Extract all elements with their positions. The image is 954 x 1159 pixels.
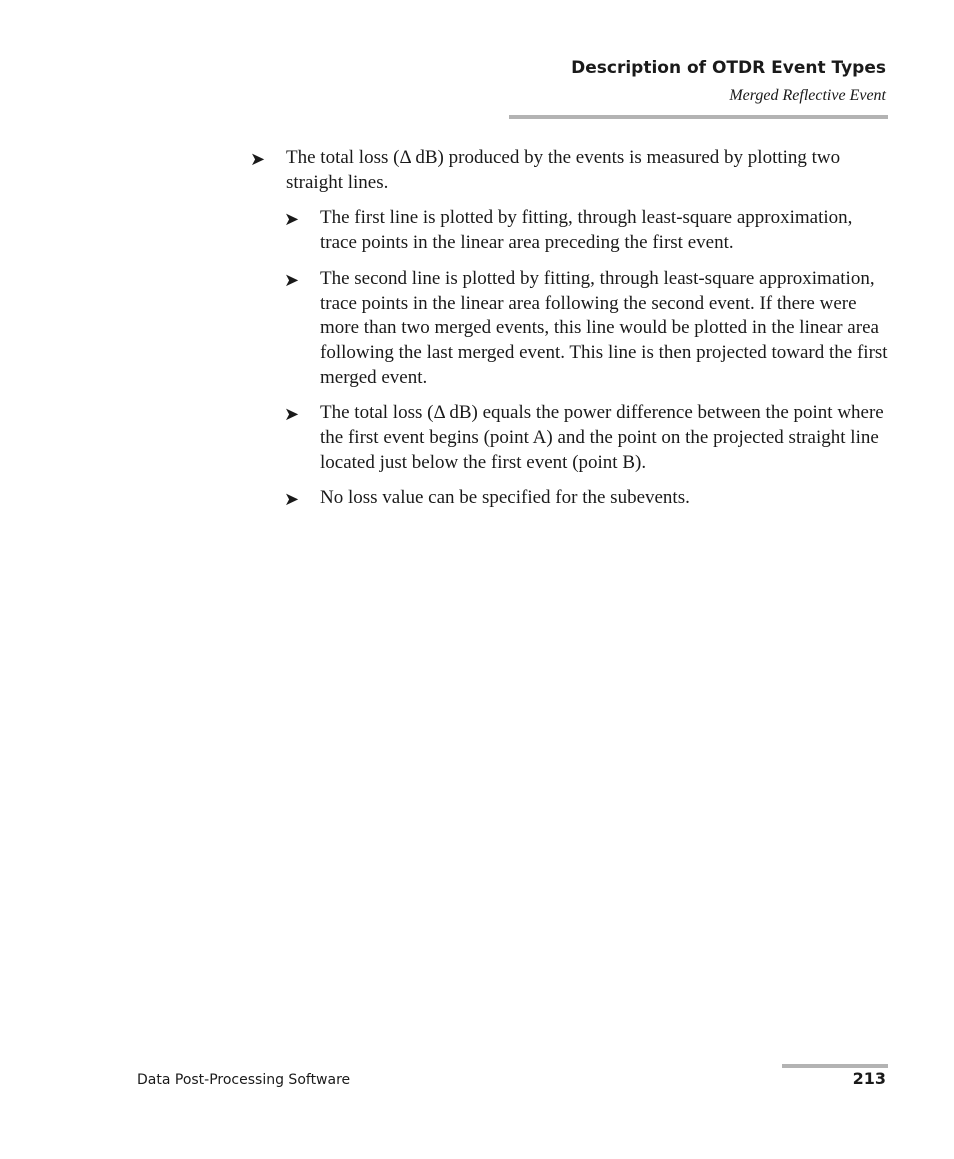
sub-list-item-text: The total loss (Δ dB) equals the power difference between the point where the first event begins (point A) and the point on the projected straight line located just below the first event (point B).	[320, 402, 884, 473]
list-item-text: The total loss (Δ dB) produced by the events is measured by plotting two straight lines.	[286, 147, 841, 193]
sub-list-item	[284, 267, 890, 391]
sub-list-item	[284, 206, 890, 255]
sub-list-item	[284, 486, 890, 511]
page-number: 213	[852, 1069, 886, 1088]
sub-list-item	[284, 401, 890, 475]
sub-list	[284, 206, 890, 511]
sub-list-item-text: No loss value can be specified for the subevents.	[320, 487, 690, 509]
arrow-bullet-icon: ➤	[284, 489, 300, 511]
list-item-intro	[250, 146, 890, 195]
arrow-bullet-icon: ➤	[284, 269, 300, 291]
arrow-bullet-icon: ➤	[250, 149, 266, 170]
arrow-bullet-icon: ➤	[284, 209, 300, 231]
section-subtitle: Merged Reflective Event	[729, 87, 886, 104]
sub-list-item-text: The second line is plotted by fitting, through least-square approximation, trace points in the linear area following the second event. If there were more than two merged events, this line would be plotted in the linear area following the last merged event. This line is then projected toward the first merged event.	[320, 267, 888, 388]
main-content	[250, 146, 890, 522]
footer-product-name: Data Post-Processing Software	[137, 1072, 351, 1088]
arrow-bullet-icon: ➤	[284, 404, 300, 426]
sub-list-item-text: The first line is plotted by fitting, through least-square approximation, trace points in the linear area preceding the first event.	[320, 207, 853, 254]
section-title: Description of OTDR Event Types	[571, 58, 886, 78]
header-divider	[509, 115, 888, 119]
page-header	[466, 56, 886, 107]
